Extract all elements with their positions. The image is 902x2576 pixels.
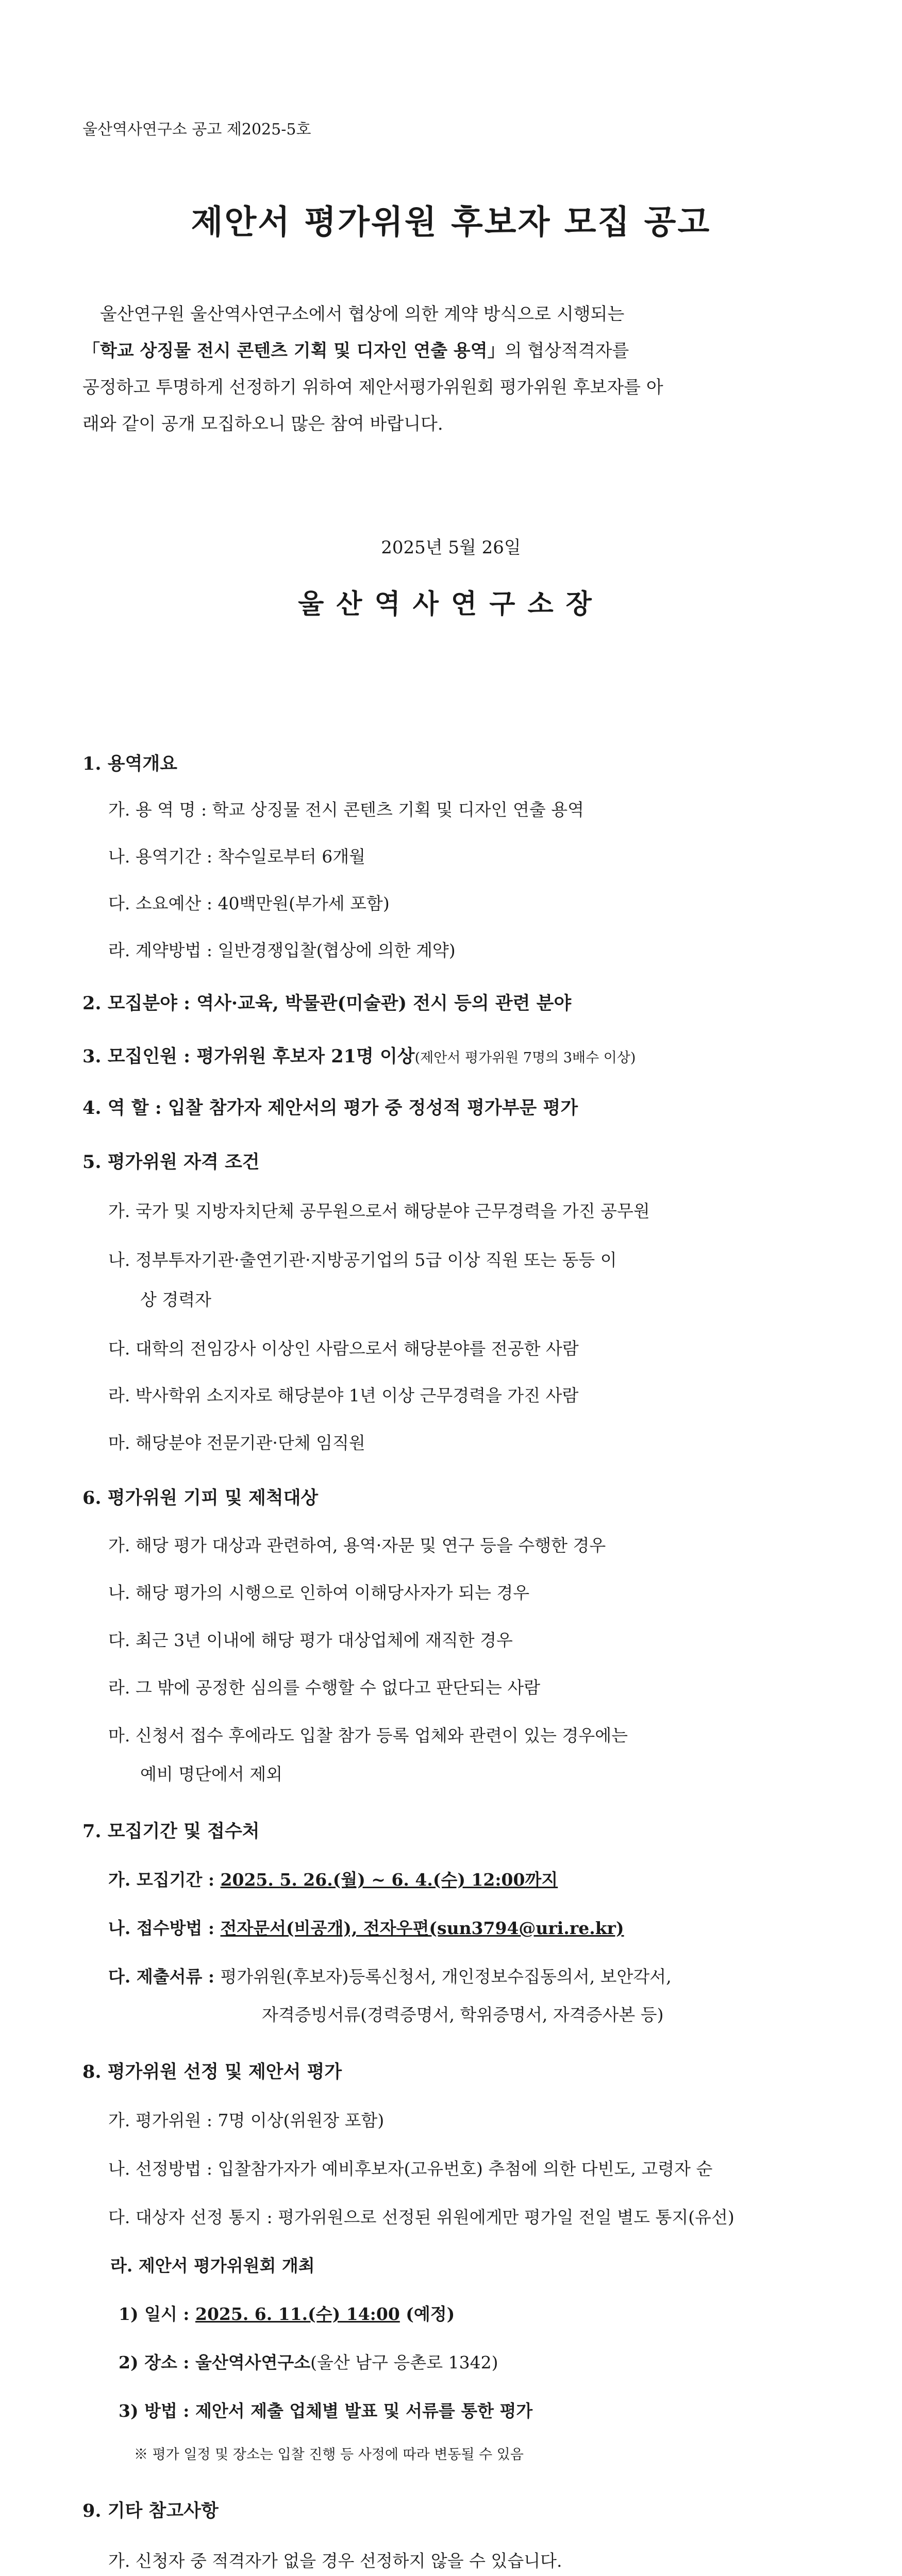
list-item: 나. 정부투자기관·출연기관·지방공기업의 5급 이상 직원 또는 동등 이	[108, 1250, 617, 1270]
intro-line: 래와 같이 공개 모집하오니 많은 참여 바랍니다.	[82, 414, 443, 434]
list-item: 나. 해당 평가의 시행으로 인하여 이해당사자가 되는 경우	[108, 1583, 530, 1603]
intro-line: 「학교 상징물 전시 콘텐츠 기획 및 디자인 연출 용역」의 협상적격자를	[82, 341, 629, 361]
list-item: 가. 국가 및 지방자치단체 공무원으로서 해당분야 근무경력을 가진 공무원	[108, 1201, 650, 1221]
required-documents-continued: 자격증빙서류(경력증명서, 학위증명서, 자격증사본 등)	[262, 2005, 664, 2025]
section-heading-qualification: 5. 평가위원 자격 조건	[82, 1151, 260, 1173]
section-heading-field: 2. 모집분야 : 역사·교육, 박물관(미술관) 전시 등의 관련 분야	[82, 993, 572, 1014]
list-item: 마. 해당분야 전문기관·단체 임직원	[108, 1433, 365, 1453]
list-item: 가. 평가위원 : 7명 이상(위원장 포함)	[108, 2110, 385, 2130]
intro-line: 공정하고 투명하게 선정하기 위하여 제안서평가위원회 평가위원 후보자를 아	[82, 377, 663, 398]
list-item-continued: 예비 명단에서 제외	[140, 1764, 283, 1784]
schedule-note: ※ 평가 일정 및 장소는 입찰 진행 등 사정에 따라 변동될 수 있음	[134, 2447, 524, 2463]
section-heading-notes: 9. 기타 참고사항	[82, 2500, 219, 2521]
section-heading-exclusion: 6. 평가위원 기피 및 제척대상	[82, 1487, 319, 1509]
list-item: 라. 그 밖에 공정한 심의를 수행할 수 없다고 판단되는 사람	[108, 1677, 541, 1698]
section-heading-role: 4. 역 할 : 입찰 참가자 제안서의 평가 중 정성적 평가부문 평가	[82, 1097, 578, 1118]
notice-date: 2025년 5월 26일	[381, 537, 521, 558]
list-item-continued: 상 경력자	[140, 1290, 212, 1310]
list-item: 라. 박사학위 소지자로 해당분야 1년 이상 근무경력을 가진 사람	[108, 1385, 579, 1405]
list-item: 다. 최근 3년 이내에 해당 평가 대상업체에 재직한 경우	[108, 1630, 513, 1650]
section-heading-selection: 8. 평가위원 선정 및 제안서 평가	[82, 2061, 342, 2082]
list-item: 다. 소요예산 : 40백만원(부가세 포함)	[108, 893, 390, 913]
list-item: 나. 용역기간 : 착수일로부터 6개월	[108, 846, 365, 867]
intro-paragraph	[82, 296, 830, 443]
list-item: 다. 대상자 선정 통지 : 평가위원으로 선정된 위원에게만 평가일 전일 별도 통지(유선)	[108, 2207, 734, 2227]
committee-heading: 라. 제안서 평가위원회 개최	[110, 2256, 315, 2276]
page-title: 제안서 평가위원 후보자 모집 공고	[191, 203, 711, 242]
recruits-note: (제안서 평가위원 7명의 3배수 이상)	[414, 1050, 636, 1066]
project-name: 「학교 상징물 전시 콘텐츠 기획 및 디자인 연출 용역」	[82, 341, 505, 361]
intro-line: 울산연구원 울산역사연구소에서 협상에 의한 계약 방식으로 시행되는	[100, 304, 625, 325]
list-item: 라. 계약방법 : 일반경쟁입찰(협상에 의한 계약)	[108, 940, 456, 960]
committee-place: 2) 장소 : 울산역사연구소(울산 남구 응촌로 1342)	[119, 2352, 498, 2372]
list-item: 가. 해당 평가 대상과 관련하여, 용역·자문 및 연구 등을 수행한 경우	[108, 1535, 606, 1555]
list-item: 가. 용 역 명 : 학교 상징물 전시 콘텐츠 기획 및 디자인 연출 용역	[108, 800, 584, 820]
section-heading-overview: 1. 용역개요	[82, 753, 177, 774]
list-item: 나. 선정방법 : 입찰참가자가 예비후보자(고유번호) 추첨에 의한 다빈도, 고령자 순	[108, 2159, 713, 2179]
section-heading-recruits: 3. 모집인원 : 평가위원 후보자 21명 이상(제안서 평가위원 7명의 3배수 이상)	[82, 1046, 636, 1067]
committee-method: 3) 방법 : 제안서 제출 업체별 발표 및 서류를 통한 평가	[119, 2401, 533, 2421]
notice-number: 울산역사연구소 공고 제2025-5호	[82, 121, 311, 139]
issuer-name: 울산역사연구소장	[298, 588, 604, 620]
recruit-period: 가. 모집기간 : 2025. 5. 26.(월) ~ 6. 4.(수) 12:00까지	[108, 1870, 558, 1890]
list-item: 가. 신청자 중 적격자가 없을 경우 선정하지 않을 수 있습니다.	[108, 2551, 562, 2571]
list-item: 마. 신청서 접수 후에라도 입찰 참가 등록 업체와 관련이 있는 경우에는	[108, 1725, 628, 1745]
required-documents: 다. 제출서류 : 평가위원(후보자)등록신청서, 개인정보수집동의서, 보안각서,	[108, 1967, 672, 1987]
list-item: 다. 대학의 전임강사 이상인 사람으로서 해당분야를 전공한 사람	[108, 1338, 579, 1359]
committee-date: 1) 일시 : 2025. 6. 11.(수) 14:00 (예정)	[119, 2304, 455, 2324]
section-heading-period: 7. 모집기간 및 접수처	[82, 1821, 260, 1842]
submission-method: 나. 접수방법 : 전자문서(비공개), 전자우편(sun3794@uri.re.kr)	[108, 1918, 624, 1938]
